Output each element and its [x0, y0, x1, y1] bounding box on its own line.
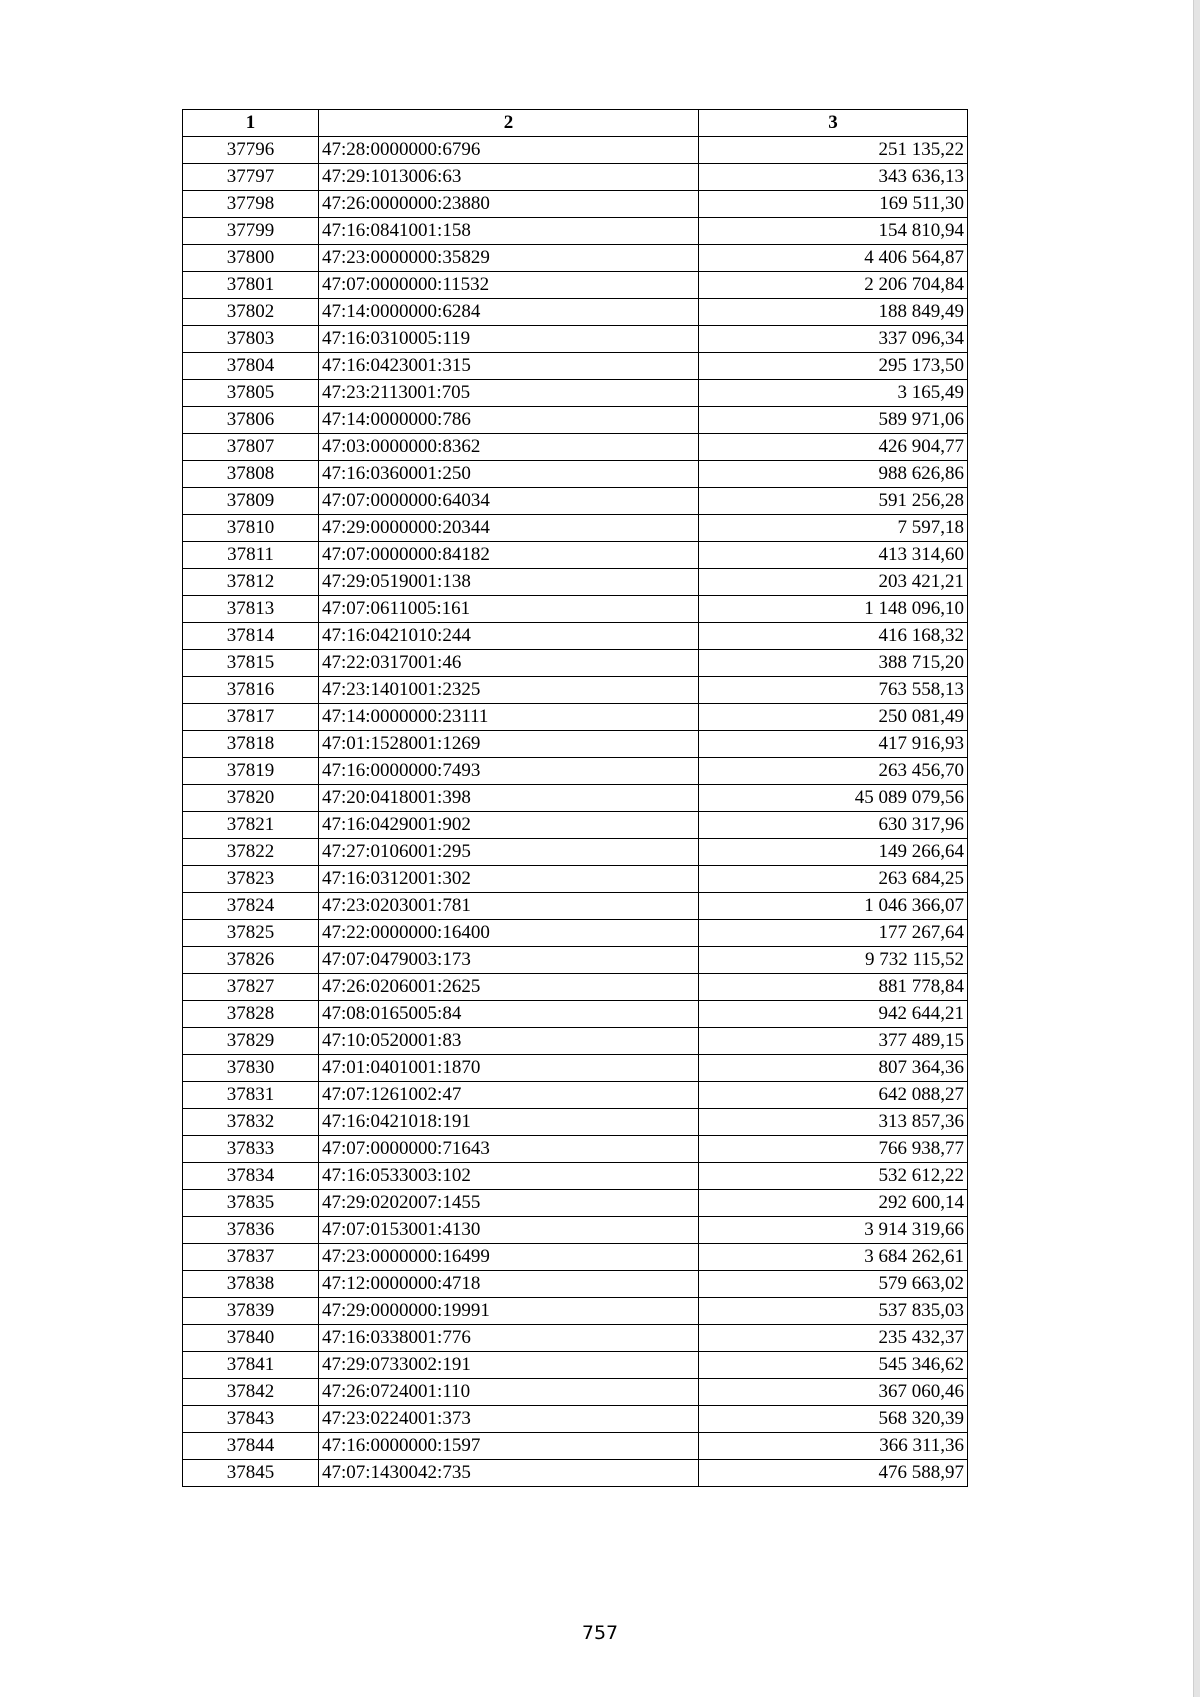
row-number-cell: 37800 [183, 245, 319, 272]
cadastral-number-cell: 47:07:0000000:64034 [319, 488, 699, 515]
table-row [183, 1028, 968, 1055]
cadastral-number-cell: 47:07:0000000:84182 [319, 542, 699, 569]
table-row [183, 1298, 968, 1325]
row-number-cell: 37827 [183, 974, 319, 1001]
table-row [183, 1082, 968, 1109]
value-cell: 416 168,32 [699, 623, 968, 650]
row-number-cell: 37825 [183, 920, 319, 947]
row-number-cell: 37839 [183, 1298, 319, 1325]
table-row [183, 1325, 968, 1352]
value-cell: 942 644,21 [699, 1001, 968, 1028]
cadastral-number-cell: 47:16:0312001:302 [319, 866, 699, 893]
value-cell: 188 849,49 [699, 299, 968, 326]
value-cell: 763 558,13 [699, 677, 968, 704]
table-header-row [183, 110, 968, 137]
value-cell: 7 597,18 [699, 515, 968, 542]
value-cell: 766 938,77 [699, 1136, 968, 1163]
table-row [183, 1055, 968, 1082]
cadastral-number-cell: 47:26:0724001:110 [319, 1379, 699, 1406]
value-cell: 263 456,70 [699, 758, 968, 785]
row-number-cell: 37814 [183, 623, 319, 650]
cadastral-number-cell: 47:29:0000000:20344 [319, 515, 699, 542]
cadastral-number-cell: 47:27:0106001:295 [319, 839, 699, 866]
cadastral-number-cell: 47:23:0000000:35829 [319, 245, 699, 272]
value-cell: 235 432,37 [699, 1325, 968, 1352]
cadastral-number-cell: 47:03:0000000:8362 [319, 434, 699, 461]
table-row [183, 650, 968, 677]
row-number-cell: 37834 [183, 1163, 319, 1190]
row-number-cell: 37804 [183, 353, 319, 380]
value-cell: 2 206 704,84 [699, 272, 968, 299]
value-cell: 3 914 319,66 [699, 1217, 968, 1244]
table-body [183, 137, 968, 1487]
table-row [183, 596, 968, 623]
cadastral-number-cell: 47:16:0429001:902 [319, 812, 699, 839]
row-number-cell: 37808 [183, 461, 319, 488]
row-number-cell: 37824 [183, 893, 319, 920]
table-row [183, 1217, 968, 1244]
value-cell: 881 778,84 [699, 974, 968, 1001]
table-row [183, 434, 968, 461]
row-number-cell: 37802 [183, 299, 319, 326]
row-number-cell: 37833 [183, 1136, 319, 1163]
row-number-cell: 37829 [183, 1028, 319, 1055]
table-row [183, 1163, 968, 1190]
table-row [183, 947, 968, 974]
table-row [183, 191, 968, 218]
value-cell: 154 810,94 [699, 218, 968, 245]
row-number-cell: 37818 [183, 731, 319, 758]
cadastral-number-cell: 47:29:0733002:191 [319, 1352, 699, 1379]
cadastral-number-cell: 47:20:0418001:398 [319, 785, 699, 812]
cadastral-number-cell: 47:23:0000000:16499 [319, 1244, 699, 1271]
row-number-cell: 37835 [183, 1190, 319, 1217]
row-number-cell: 37832 [183, 1109, 319, 1136]
cadastral-number-cell: 47:29:0000000:19991 [319, 1298, 699, 1325]
table-row [183, 353, 968, 380]
value-cell: 295 173,50 [699, 353, 968, 380]
column-header-1: 1 [183, 110, 319, 137]
row-number-cell: 37810 [183, 515, 319, 542]
cadastral-number-cell: 47:07:0000000:11532 [319, 272, 699, 299]
cadastral-number-cell: 47:01:1528001:1269 [319, 731, 699, 758]
table-row [183, 1244, 968, 1271]
value-cell: 263 684,25 [699, 866, 968, 893]
page-number: 757 [581, 1622, 619, 1644]
table-row [183, 542, 968, 569]
table-row [183, 623, 968, 650]
value-cell: 1 148 096,10 [699, 596, 968, 623]
cadastral-number-cell: 47:14:0000000:6284 [319, 299, 699, 326]
value-cell: 177 267,64 [699, 920, 968, 947]
cadastral-number-cell: 47:23:1401001:2325 [319, 677, 699, 704]
row-number-cell: 37809 [183, 488, 319, 515]
table-row [183, 218, 968, 245]
table-row [183, 839, 968, 866]
row-number-cell: 37821 [183, 812, 319, 839]
table-row [183, 326, 968, 353]
cadastral-number-cell: 47:16:0421010:244 [319, 623, 699, 650]
table-row [183, 488, 968, 515]
cadastral-number-cell: 47:29:0519001:138 [319, 569, 699, 596]
value-cell: 413 314,60 [699, 542, 968, 569]
row-number-cell: 37822 [183, 839, 319, 866]
table-row [183, 515, 968, 542]
row-number-cell: 37836 [183, 1217, 319, 1244]
value-cell: 568 320,39 [699, 1406, 968, 1433]
value-cell: 545 346,62 [699, 1352, 968, 1379]
cadastral-number-cell: 47:23:0224001:373 [319, 1406, 699, 1433]
row-number-cell: 37819 [183, 758, 319, 785]
value-cell: 4 406 564,87 [699, 245, 968, 272]
value-cell: 532 612,22 [699, 1163, 968, 1190]
table-row [183, 893, 968, 920]
row-number-cell: 37842 [183, 1379, 319, 1406]
value-cell: 417 916,93 [699, 731, 968, 758]
table-row [183, 137, 968, 164]
value-cell: 343 636,13 [699, 164, 968, 191]
row-number-cell: 37820 [183, 785, 319, 812]
cadastral-number-cell: 47:16:0533003:102 [319, 1163, 699, 1190]
row-number-cell: 37803 [183, 326, 319, 353]
registry-table [182, 109, 968, 1487]
row-number-cell: 37815 [183, 650, 319, 677]
value-cell: 988 626,86 [699, 461, 968, 488]
cadastral-number-cell: 47:22:0317001:46 [319, 650, 699, 677]
cadastral-number-cell: 47:10:0520001:83 [319, 1028, 699, 1055]
row-number-cell: 37805 [183, 380, 319, 407]
cadastral-number-cell: 47:23:0203001:781 [319, 893, 699, 920]
table-row [183, 677, 968, 704]
value-cell: 169 511,30 [699, 191, 968, 218]
cadastral-number-cell: 47:07:0000000:71643 [319, 1136, 699, 1163]
cadastral-number-cell: 47:22:0000000:16400 [319, 920, 699, 947]
table-row [183, 1433, 968, 1460]
row-number-cell: 37826 [183, 947, 319, 974]
row-number-cell: 37811 [183, 542, 319, 569]
row-number-cell: 37828 [183, 1001, 319, 1028]
value-cell: 366 311,36 [699, 1433, 968, 1460]
cadastral-number-cell: 47:28:0000000:6796 [319, 137, 699, 164]
value-cell: 45 089 079,56 [699, 785, 968, 812]
row-number-cell: 37817 [183, 704, 319, 731]
value-cell: 337 096,34 [699, 326, 968, 353]
table-row [183, 272, 968, 299]
value-cell: 377 489,15 [699, 1028, 968, 1055]
cadastral-number-cell: 47:07:1430042:735 [319, 1460, 699, 1487]
value-cell: 537 835,03 [699, 1298, 968, 1325]
column-header-2: 2 [319, 110, 699, 137]
value-cell: 388 715,20 [699, 650, 968, 677]
table-row [183, 731, 968, 758]
value-cell: 313 857,36 [699, 1109, 968, 1136]
value-cell: 630 317,96 [699, 812, 968, 839]
table-row [183, 974, 968, 1001]
value-cell: 476 588,97 [699, 1460, 968, 1487]
value-cell: 3 684 262,61 [699, 1244, 968, 1271]
column-header-3: 3 [699, 110, 968, 137]
table-row [183, 380, 968, 407]
value-cell: 367 060,46 [699, 1379, 968, 1406]
cadastral-number-cell: 47:16:0000000:7493 [319, 758, 699, 785]
cadastral-number-cell: 47:12:0000000:4718 [319, 1271, 699, 1298]
row-number-cell: 37816 [183, 677, 319, 704]
cadastral-number-cell: 47:07:1261002:47 [319, 1082, 699, 1109]
table-row [183, 1136, 968, 1163]
row-number-cell: 37813 [183, 596, 319, 623]
table-row [183, 299, 968, 326]
row-number-cell: 37812 [183, 569, 319, 596]
cadastral-number-cell: 47:23:2113001:705 [319, 380, 699, 407]
row-number-cell: 37844 [183, 1433, 319, 1460]
cadastral-number-cell: 47:16:0338001:776 [319, 1325, 699, 1352]
value-cell: 426 904,77 [699, 434, 968, 461]
cadastral-number-cell: 47:16:0310005:119 [319, 326, 699, 353]
row-number-cell: 37831 [183, 1082, 319, 1109]
cadastral-number-cell: 47:16:0000000:1597 [319, 1433, 699, 1460]
cadastral-number-cell: 47:16:0423001:315 [319, 353, 699, 380]
row-number-cell: 37830 [183, 1055, 319, 1082]
row-number-cell: 37799 [183, 218, 319, 245]
row-number-cell: 37843 [183, 1406, 319, 1433]
row-number-cell: 37801 [183, 272, 319, 299]
row-number-cell: 37840 [183, 1325, 319, 1352]
cadastral-number-cell: 47:26:0206001:2625 [319, 974, 699, 1001]
cadastral-number-cell: 47:14:0000000:23111 [319, 704, 699, 731]
table-row [183, 461, 968, 488]
table-row [183, 1001, 968, 1028]
cadastral-number-cell: 47:07:0611005:161 [319, 596, 699, 623]
value-cell: 250 081,49 [699, 704, 968, 731]
row-number-cell: 37798 [183, 191, 319, 218]
row-number-cell: 37845 [183, 1460, 319, 1487]
table-row [183, 1109, 968, 1136]
table-row [183, 866, 968, 893]
row-number-cell: 37841 [183, 1352, 319, 1379]
cadastral-number-cell: 47:14:0000000:786 [319, 407, 699, 434]
table-row [183, 569, 968, 596]
table-row [183, 1190, 968, 1217]
row-number-cell: 37837 [183, 1244, 319, 1271]
table-row [183, 920, 968, 947]
cadastral-number-cell: 47:07:0153001:4130 [319, 1217, 699, 1244]
table-row [183, 785, 968, 812]
cadastral-number-cell: 47:16:0841001:158 [319, 218, 699, 245]
table-row [183, 1271, 968, 1298]
value-cell: 3 165,49 [699, 380, 968, 407]
row-number-cell: 37806 [183, 407, 319, 434]
table-row [183, 164, 968, 191]
cadastral-number-cell: 47:26:0000000:23880 [319, 191, 699, 218]
table-row [183, 245, 968, 272]
row-number-cell: 37823 [183, 866, 319, 893]
cadastral-number-cell: 47:08:0165005:84 [319, 1001, 699, 1028]
value-cell: 9 732 115,52 [699, 947, 968, 974]
cadastral-number-cell: 47:16:0421018:191 [319, 1109, 699, 1136]
table-row [183, 812, 968, 839]
value-cell: 203 421,21 [699, 569, 968, 596]
cadastral-number-cell: 47:01:0401001:1870 [319, 1055, 699, 1082]
value-cell: 807 364,36 [699, 1055, 968, 1082]
value-cell: 1 046 366,07 [699, 893, 968, 920]
row-number-cell: 37838 [183, 1271, 319, 1298]
cadastral-number-cell: 47:29:0202007:1455 [319, 1190, 699, 1217]
table-row [183, 1352, 968, 1379]
row-number-cell: 37796 [183, 137, 319, 164]
value-cell: 251 135,22 [699, 137, 968, 164]
cadastral-number-cell: 47:29:1013006:63 [319, 164, 699, 191]
page-right-edge [1193, 0, 1200, 1697]
value-cell: 591 256,28 [699, 488, 968, 515]
value-cell: 292 600,14 [699, 1190, 968, 1217]
value-cell: 642 088,27 [699, 1082, 968, 1109]
table-row [183, 407, 968, 434]
table-row [183, 704, 968, 731]
row-number-cell: 37807 [183, 434, 319, 461]
table-row [183, 1379, 968, 1406]
cadastral-number-cell: 47:07:0479003:173 [319, 947, 699, 974]
value-cell: 579 663,02 [699, 1271, 968, 1298]
table-row [183, 1460, 968, 1487]
value-cell: 589 971,06 [699, 407, 968, 434]
table-row [183, 758, 968, 785]
cadastral-number-cell: 47:16:0360001:250 [319, 461, 699, 488]
value-cell: 149 266,64 [699, 839, 968, 866]
row-number-cell: 37797 [183, 164, 319, 191]
table-row [183, 1406, 968, 1433]
